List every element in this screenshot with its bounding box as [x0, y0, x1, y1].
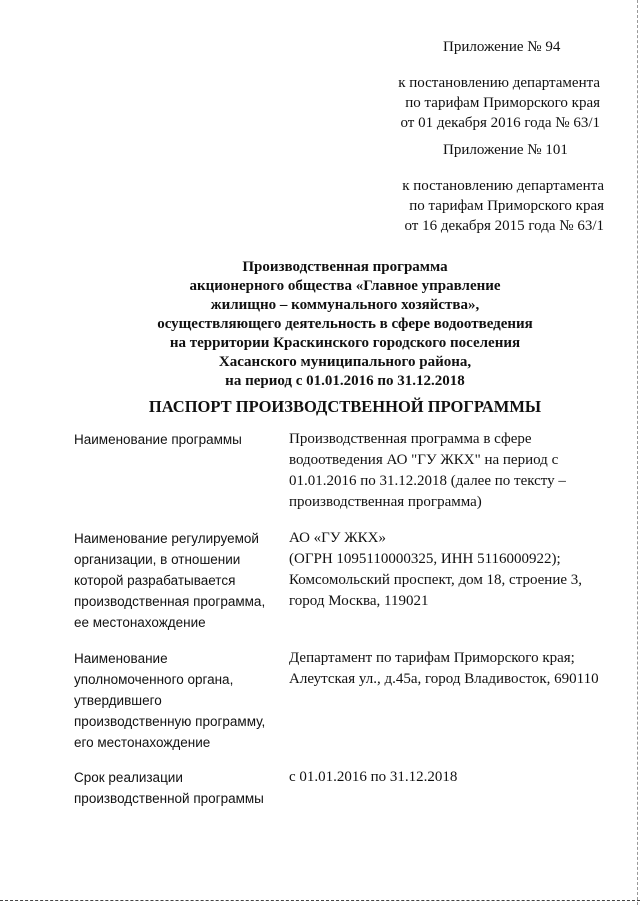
appendix-101-title: Приложение № 101 — [443, 142, 568, 158]
label-line: Наименование — [74, 651, 168, 666]
appendix-94-line: к постановлению департамента — [398, 75, 600, 91]
label-line: Наименование программы — [74, 432, 242, 447]
label-line: ее местонахождение — [74, 615, 206, 630]
program-title-line: на период с 01.01.2016 по 31.12.2018 — [225, 373, 465, 389]
row-period-label — [74, 767, 284, 809]
value-line: водоотведения АО "ГУ ЖКХ" на период с — [289, 452, 559, 468]
label-line: утвердившего — [74, 693, 162, 708]
value-line: (ОГРН 1095110000325, ИНН 5116000922); — [289, 551, 561, 567]
row-program-name-value — [289, 429, 624, 513]
appendix-94-line: от 01 декабря 2016 года № 63/1 — [400, 115, 600, 131]
value-line: город Москва, 119021 — [289, 593, 429, 609]
page-edge-right — [637, 0, 638, 905]
value-line: АО «ГУ ЖКХ» — [289, 530, 386, 546]
value-line: Алеутская ул., д.45а, город Владивосток, 690110 — [289, 671, 599, 687]
program-title-line: акционерного общества «Главное управление — [189, 278, 501, 294]
label-line: его местонахождение — [74, 735, 211, 750]
label-line: Наименование регулируемой — [74, 531, 259, 546]
program-title-line: осуществляющего деятельность в сфере водоотведения — [157, 316, 533, 332]
label-line: производственная программа, — [74, 594, 266, 609]
label-line: которой разрабатывается — [74, 573, 236, 588]
appendix-101-line: по тарифам Приморского края — [409, 198, 604, 214]
value-line: производственная программа) — [289, 494, 482, 510]
value-line: Департамент по тарифам Приморского края; — [289, 650, 575, 666]
row-authority-value — [289, 648, 624, 690]
row-program-name-label — [74, 429, 284, 450]
appendix-101-reference — [402, 176, 604, 236]
program-title-line: Хасанского муниципального района, — [218, 354, 472, 370]
label-line: организации, в отношении — [74, 552, 241, 567]
page-edge-bottom — [0, 900, 640, 901]
label-line: производственную программу, — [74, 714, 266, 729]
program-title — [100, 258, 590, 391]
value-line: с 01.01.2016 по 31.12.2018 — [289, 769, 458, 785]
appendix-101-line: к постановлению департамента — [402, 178, 604, 194]
program-title-line: на территории Краскинского городского поселения — [169, 335, 521, 351]
value-line: Производственная программа в сфере — [289, 431, 532, 447]
label-line: производственной программы — [74, 791, 264, 806]
row-authority-label — [74, 648, 284, 753]
value-line: 01.01.2016 по 31.12.2018 (далее по тексту – — [289, 473, 566, 489]
row-organization-label — [74, 528, 284, 633]
program-title-line: жилищно – коммунального хозяйства», — [210, 297, 480, 313]
passport-heading: ПАСПОРТ ПРОИЗВОДСТВЕННОЙ ПРОГРАММЫ — [148, 397, 542, 416]
row-period-value — [289, 767, 624, 788]
appendix-94-line: по тарифам Приморского края — [405, 95, 600, 111]
appendix-101-line: от 16 декабря 2015 года № 63/1 — [404, 218, 604, 234]
value-line: Комсомольский проспект, дом 18, строение 3, — [289, 572, 583, 588]
label-line: Срок реализации — [74, 770, 183, 785]
appendix-94-title: Приложение № 94 — [443, 39, 561, 55]
label-line: уполномоченного органа, — [74, 672, 234, 687]
appendix-94-reference — [398, 73, 600, 133]
row-organization-value — [289, 528, 624, 612]
program-title-line: Производственная программа — [242, 259, 448, 275]
